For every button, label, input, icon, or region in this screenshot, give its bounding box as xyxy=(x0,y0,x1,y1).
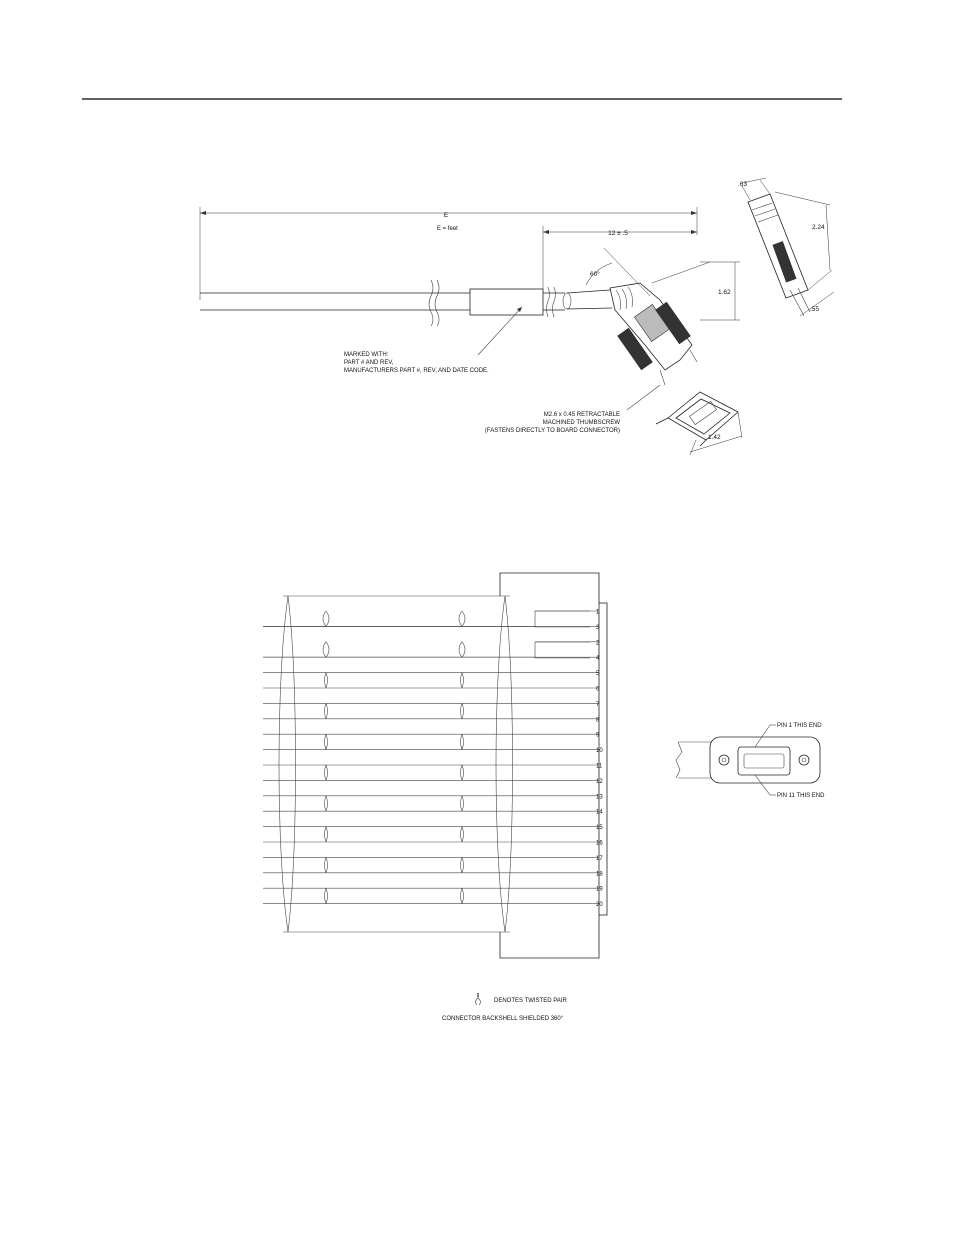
pin-label-18: 18 xyxy=(596,871,603,878)
marking-note-line-1: MARKED WITH: xyxy=(344,352,389,358)
dimension-12: 12 ± .5 xyxy=(608,230,628,237)
pin-label-5: 5 xyxy=(596,671,600,678)
twisted-pair-mark xyxy=(461,857,464,872)
legend-shield: CONNECTOR BACKSHELL SHIELDED 360° xyxy=(442,1016,564,1022)
dim-162: 1.62 xyxy=(718,289,731,296)
pin-label-17: 17 xyxy=(596,855,603,862)
pin-label-12: 12 xyxy=(596,778,603,785)
twisted-pair-mark xyxy=(461,703,464,718)
twisted-pair-mark xyxy=(459,642,465,657)
wiring-schematic xyxy=(263,573,607,958)
twisted-pair-mark xyxy=(461,796,464,811)
cable-assembly-drawing xyxy=(200,178,834,455)
marker-sleeve xyxy=(470,289,543,315)
pin-label-16: 16 xyxy=(596,840,603,847)
twisted-pair-mark xyxy=(461,765,464,780)
connector-end-view xyxy=(656,392,742,455)
pin-label-14: 14 xyxy=(596,809,603,816)
dim-55: .55 xyxy=(810,306,820,313)
twisted-pair-mark xyxy=(461,888,464,903)
twisted-pair-mark xyxy=(325,796,328,811)
length-label: E xyxy=(443,212,449,219)
twisted-pair-mark xyxy=(461,827,464,842)
thumbscrew-note-line-1: M2.6 x 0.45 RETRACTABLE xyxy=(543,412,620,418)
connector-side-view xyxy=(738,178,834,316)
pin-label-2: 2 xyxy=(596,640,600,647)
twisted-pair-mark xyxy=(325,888,328,903)
pin-label-7: 7 xyxy=(596,701,600,708)
connector-angled xyxy=(610,283,697,385)
twisted-pair-mark xyxy=(323,642,329,657)
legend xyxy=(442,993,567,1022)
pin-label-10: 10 xyxy=(596,748,603,755)
dim-63: .63 xyxy=(738,181,748,188)
pin-label-20: 20 xyxy=(596,902,603,909)
pin-label-15: 15 xyxy=(596,825,603,832)
pin-header xyxy=(599,603,607,915)
pin-label-9: 9 xyxy=(596,732,600,739)
twisted-pair-mark xyxy=(325,734,328,749)
dim-224: 2.24 xyxy=(812,224,825,231)
twisted-pair-mark xyxy=(459,611,465,626)
twisted-pair-mark xyxy=(325,827,328,842)
pin-label-13: 13 xyxy=(596,794,603,801)
twisted-pair-mark xyxy=(461,673,464,688)
length-note: E = feet xyxy=(437,226,458,232)
dim-142: 1.42 xyxy=(708,434,721,441)
angle-label: 60° xyxy=(590,271,600,278)
pin-label-19: 19 xyxy=(596,886,603,893)
connector-face-view xyxy=(676,723,825,799)
pin1-label: PIN 1 THIS END xyxy=(777,723,822,729)
pin-label-6: 6 xyxy=(596,686,600,693)
thumbscrew-note-line-2: MACHINED THUMBSCREW xyxy=(542,420,620,426)
pin-label-1: 1 xyxy=(596,609,600,616)
pin11-label: PIN 11 THIS END xyxy=(777,793,825,799)
pin-label-11: 11 xyxy=(596,763,603,770)
legend-twisted-pair: DENOTES TWISTED PAIR xyxy=(494,998,567,1004)
twisted-pair-mark xyxy=(323,611,329,626)
twisted-pair-mark xyxy=(325,765,328,780)
pin-label-3: 3 xyxy=(596,624,600,631)
marking-note-line-3: MANUFACTURERS PART #, REV, AND DATE CODE. xyxy=(344,368,489,374)
pin-label-8: 8 xyxy=(596,717,600,724)
twisted-pair-icon xyxy=(476,993,481,1005)
twisted-pair-mark xyxy=(325,703,328,718)
twisted-pair-mark xyxy=(461,734,464,749)
twisted-pair-mark xyxy=(325,857,328,872)
thumbscrew-note-line-3: (FASTENS DIRECTLY TO BOARD CONNECTOR) xyxy=(484,428,620,434)
twisted-pair-mark xyxy=(325,673,328,688)
marking-note-line-2: PART # AND REV, xyxy=(344,360,394,366)
pin-label-4: 4 xyxy=(596,655,600,662)
